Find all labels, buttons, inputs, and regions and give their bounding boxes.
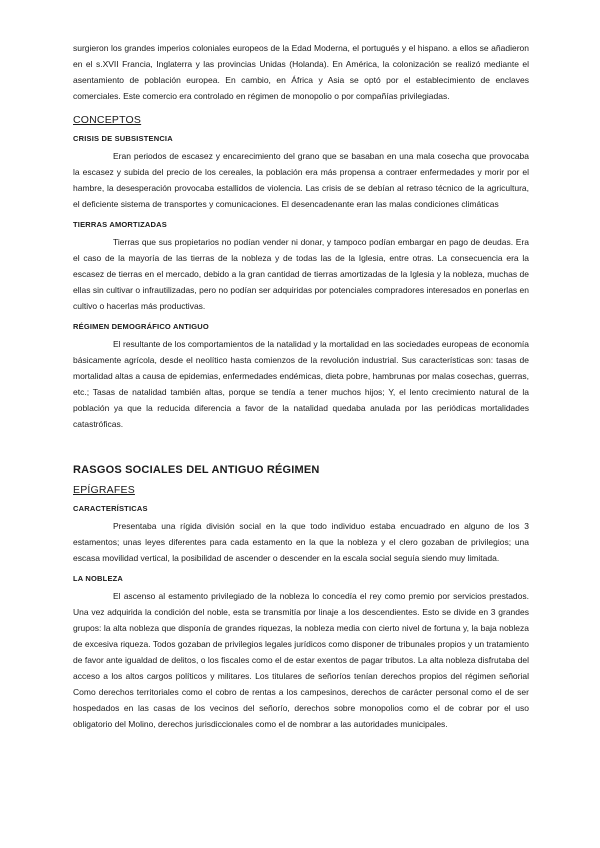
paragraph-caracteristicas: Presentaba una rígida división social en la que todo individuo estaba encuadrado en alguno de los 3 estamentos; unas leyes diferentes para cada estamento en la que la nobleza y el clero gozaban de privilegios; una escasa movilidad vertical, la posibilidad de ascender o descender en la escala social seguía siendo muy limitada. <box>73 521 529 563</box>
epigrafes-heading: EPÍGRAFES <box>73 484 135 496</box>
definition-crisis-subsistencia: Eran periodos de escasez y encarecimiento del grano que se basaban en una mala cosecha que provocaba la escasez y subida del precio de los cereales, la población era más propensa a contraer enfermedades y morir por el hambre, la desesperación provocaba estallidos de violencia. Las crisis de se debían al retraso técnico de la agricultura, el deficiente sistema de transportes y comunicaciones. El desencadenante eran las malas condiciones climáticas <box>73 151 529 209</box>
intro-paragraph: surgieron los grandes imperios coloniales europeos de la Edad Moderna, el portugués y el hispano. a ellos se añadieron en el s.XVII Francia, Inglaterra y las provincias Unidas (Holanda). En América, la colonización se realizó mediante el asentamiento de población europea. En cambio, en África y Asia se optó por el establecimiento de enclaves comerciales. Este comercio era controlado en régimen de monopolio o por compañías privilegiadas. <box>73 43 529 101</box>
conceptos-heading: CONCEPTOS <box>73 114 142 126</box>
section-heading-rasgos-sociales: RASGOS SOCIALES DEL ANTIGUO RÉGIMEN <box>73 464 320 476</box>
term-regimen-demografico: RÉGIMEN DEMOGRÁFICO ANTIGUO <box>73 322 209 331</box>
term-tierras-amortizadas: TIERRAS AMORTIZADAS <box>73 220 167 229</box>
definition-regimen-demografico: El resultante de los comportamientos de la natalidad y la mortalidad en las sociedades europeas de economía básicamente agrícola, desde el neolítico hasta comienzos de la revolución industrial. Sus características son: tasas de mortalidad altas a causa de epidemias, enfermedades endémicas, dieta pobre, hambrunas por malas cosechas, guerras, etc.; Tasas de natalidad también altas, porque se tendía a tener muchos hijos; Y, el lento crecimiento natural de la población ya que la reducida diferencia a favor de la natalidad quedaba anulada por las periódicas mortalidades catastróficas. <box>73 339 529 429</box>
term-caracteristicas: CARACTERÍSTICAS <box>73 504 148 513</box>
paragraph-la-nobleza: El ascenso al estamento privilegiado de la nobleza lo concedía el rey como premio por servicios prestados. Una vez adquirida la condición del noble, esta se transmitía por linaje a los descendientes. Esto se divide en 3 grandes grupos: la alta nobleza que disponía de grandes riquezas, la nobleza media con cierto nivel de fortuna y, la baja nobleza de excesiva riqueza. Todos gozaban de privilegios legales jurídicos como disponer de tribunales propios y un tratamiento de favor ante igualdad de delitos, o los fiscales como el de estar exentos de pagar tributos. La alta nobleza disfrutaba del acceso a los altos cargos políticos y militares. Los titulares de señoríos tenían derechos propios del régimen señorial Como derechos territoriales como el cobro de rentas a los campesinos, derechos de carácter personal como el de ser hospedados en las casas de los vecinos del señorío, derechos sobre monopolios como el de cobrar por el uso obligatorio del Molino, derechos jurisdiccionales como el de nombrar a las autoridades municipales. <box>73 591 529 729</box>
term-la-nobleza: LA NOBLEZA <box>73 574 124 583</box>
definition-tierras-amortizadas: Tierras que sus propietarios no podían vender ni donar, y tampoco podían embargar en pago de deudas. Era el caso de la mayoría de las tierras de la nobleza y de todas las de la Iglesia, entre otras. La consecuencia era la escasez de tierras en el mercado, debido a la gran cantidad de tierras amortizadas de la Iglesia y la nobleza, muchas de ellas sin cultivar o infrautilizadas, pero no podían ser adquiridas por potenciales compradores interesados en ponerlas en cultivo o hacerlas más productivas. <box>73 237 529 311</box>
term-crisis-subsistencia: CRISIS DE SUBSISTENCIA <box>73 134 173 143</box>
document-page <box>73 40 529 732</box>
